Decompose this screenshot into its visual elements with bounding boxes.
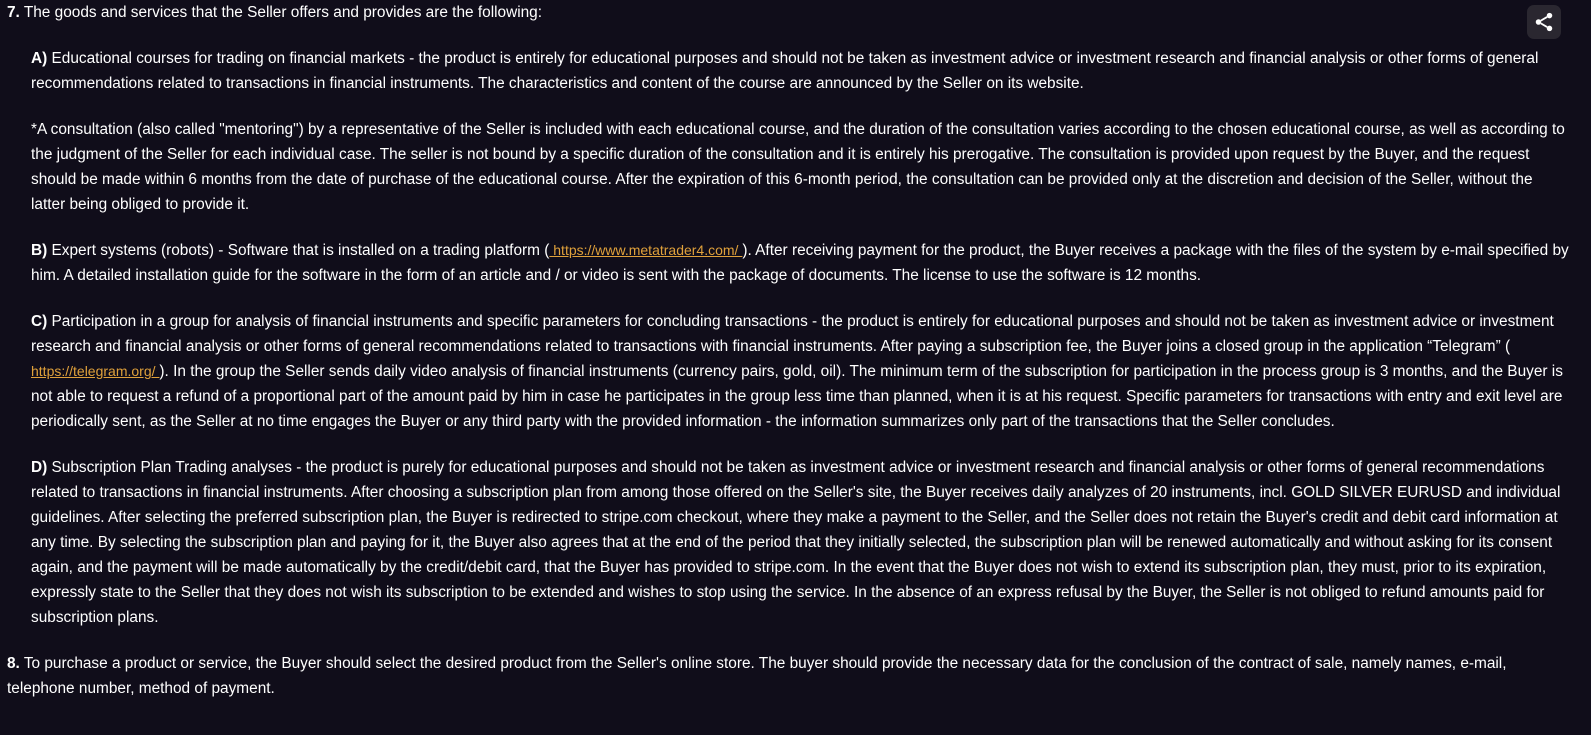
item-b: [31, 238, 1569, 288]
section-8-paragraph: [7, 651, 1569, 701]
item-b-text-after: ). After receiving payment for the product, the Buyer receives a package with the files of the system by e-mail specified by him. A detailed installation guide for the software in the form of an article and / or video is sent with the package of documents. The license to use the software is 12 months.: [31, 242, 1569, 284]
share-icon: [1533, 11, 1555, 33]
section-7-number: 7.: [7, 4, 20, 21]
consultation-note-text: *A consultation (also called "mentoring") by a representative of the Seller is included with each educational course, and the duration of the consultation varies according to the chosen educational course, as well as according to the judgment of the Seller for each individual case. The seller is not bound by a specific duration of the consultation and it is entirely his prerogative. The consultation is provided upon request by the Buyer, and the request should be made within 6 months from the date of purchase of the educational course. After the expiration of this 6-month period, the consultation can be provided only at the discretion and decision of the Seller, without the latter being obliged to provide it.: [31, 121, 1565, 213]
consultation-note: [31, 117, 1569, 217]
item-a-letter: A): [31, 50, 48, 67]
item-b-letter: B): [31, 242, 48, 259]
item-c-text-after: ). In the group the Seller sends daily video analysis of financial instruments (currency pairs, gold, oil). The minimum term of the subscription for participation in the process group is 3 months, and the Buyer is not able to request a refund of a proportional part of the amount paid by him in case he participates in the group less time than planned, when it is at his request. Specific parameters for transactions with entry and exit level are periodically sent, as the Seller at no time engages the Buyer or any third party with the provided information - the information summarizes only part of the transactions that the Seller concludes.: [31, 363, 1563, 430]
section-7-intro-text: The goods and services that the Seller offers and provides are the following:: [23, 4, 543, 21]
section-7: [7, 0, 1569, 630]
item-c: [31, 309, 1569, 434]
telegram-link[interactable]: https://telegram.org/: [31, 363, 160, 379]
item-d: [31, 455, 1569, 630]
section-7-intro: [7, 0, 1569, 25]
item-a-paragraph: [31, 46, 1569, 96]
item-c-letter: C): [31, 313, 48, 330]
item-d-text: Subscription Plan Trading analyses - the product is purely for educational purposes and should not be taken as investment advice or investment research and financial analysis or other forms of general recommendations related to transactions in financial instruments. After choosing a subscription plan from among those offered on the Seller's site, the Buyer receives daily analyzes of 20 instruments, incl. GOLD SILVER EURUSD and individual guidelines. After selecting the preferred subscription plan, the Buyer is redirected to stripe.com checkout, where they make a payment to the Seller, and the Seller does not retain the Buyer's credit and debit card information at any time. By selecting the subscription plan and paying for it, the Buyer also agrees that at the end of the period that they initially selected, the subscription plan will be renewed automatically and without asking for its consent again, and the payment will be made automatically by the credit/debit card, that the Buyer has provided to stripe.com. In the event that the Buyer does not wish to extend its subscription plan, they must, prior to its expiration, expressly state to the Seller that they does not wish its subscription to be extended and wishes to stop using the service. In the absence of an express refusal by the Buyer, the Seller is not obliged to refund amounts paid for subscription plans.: [31, 459, 1561, 626]
item-c-text-before: Participation in a group for analysis of financial instruments and specific parameters for concluding transactions - the product is entirely for educational purposes and should not be taken as investment advice or investment research and financial analysis or other forms of general recommendations related to transactions with financial instruments. After paying a subscription fee, the Buyer joins a closed group in the application “Telegram” (: [31, 313, 1554, 355]
item-a: [31, 46, 1569, 96]
metatrader-link[interactable]: https://www.metatrader4.com/: [549, 242, 743, 258]
item-b-text-before: Expert systems (robots) - Software that is installed on a trading platform (: [51, 242, 550, 259]
share-button[interactable]: [1527, 5, 1561, 39]
item-a-text: Educational courses for trading on financial markets - the product is entirely for educational purposes and should not be taken as investment advice or investment research and financial analysis or other forms of general recommendations related to transactions in financial instruments. The characteristics and content of the course are announced by the Seller on its website.: [31, 50, 1539, 92]
section-8-number: 8.: [7, 655, 20, 672]
item-b-paragraph: [31, 238, 1569, 288]
section-8: [7, 651, 1569, 701]
section-8-text: To purchase a product or service, the Buyer should select the desired product from the Seller's online store. The buyer should provide the necessary data for the conclusion of the contract of sale, namely names, e-mail, telephone number, method of payment.: [7, 655, 1507, 697]
item-d-letter: D): [31, 459, 48, 476]
item-c-paragraph: [31, 309, 1569, 434]
item-d-paragraph: [31, 455, 1569, 630]
